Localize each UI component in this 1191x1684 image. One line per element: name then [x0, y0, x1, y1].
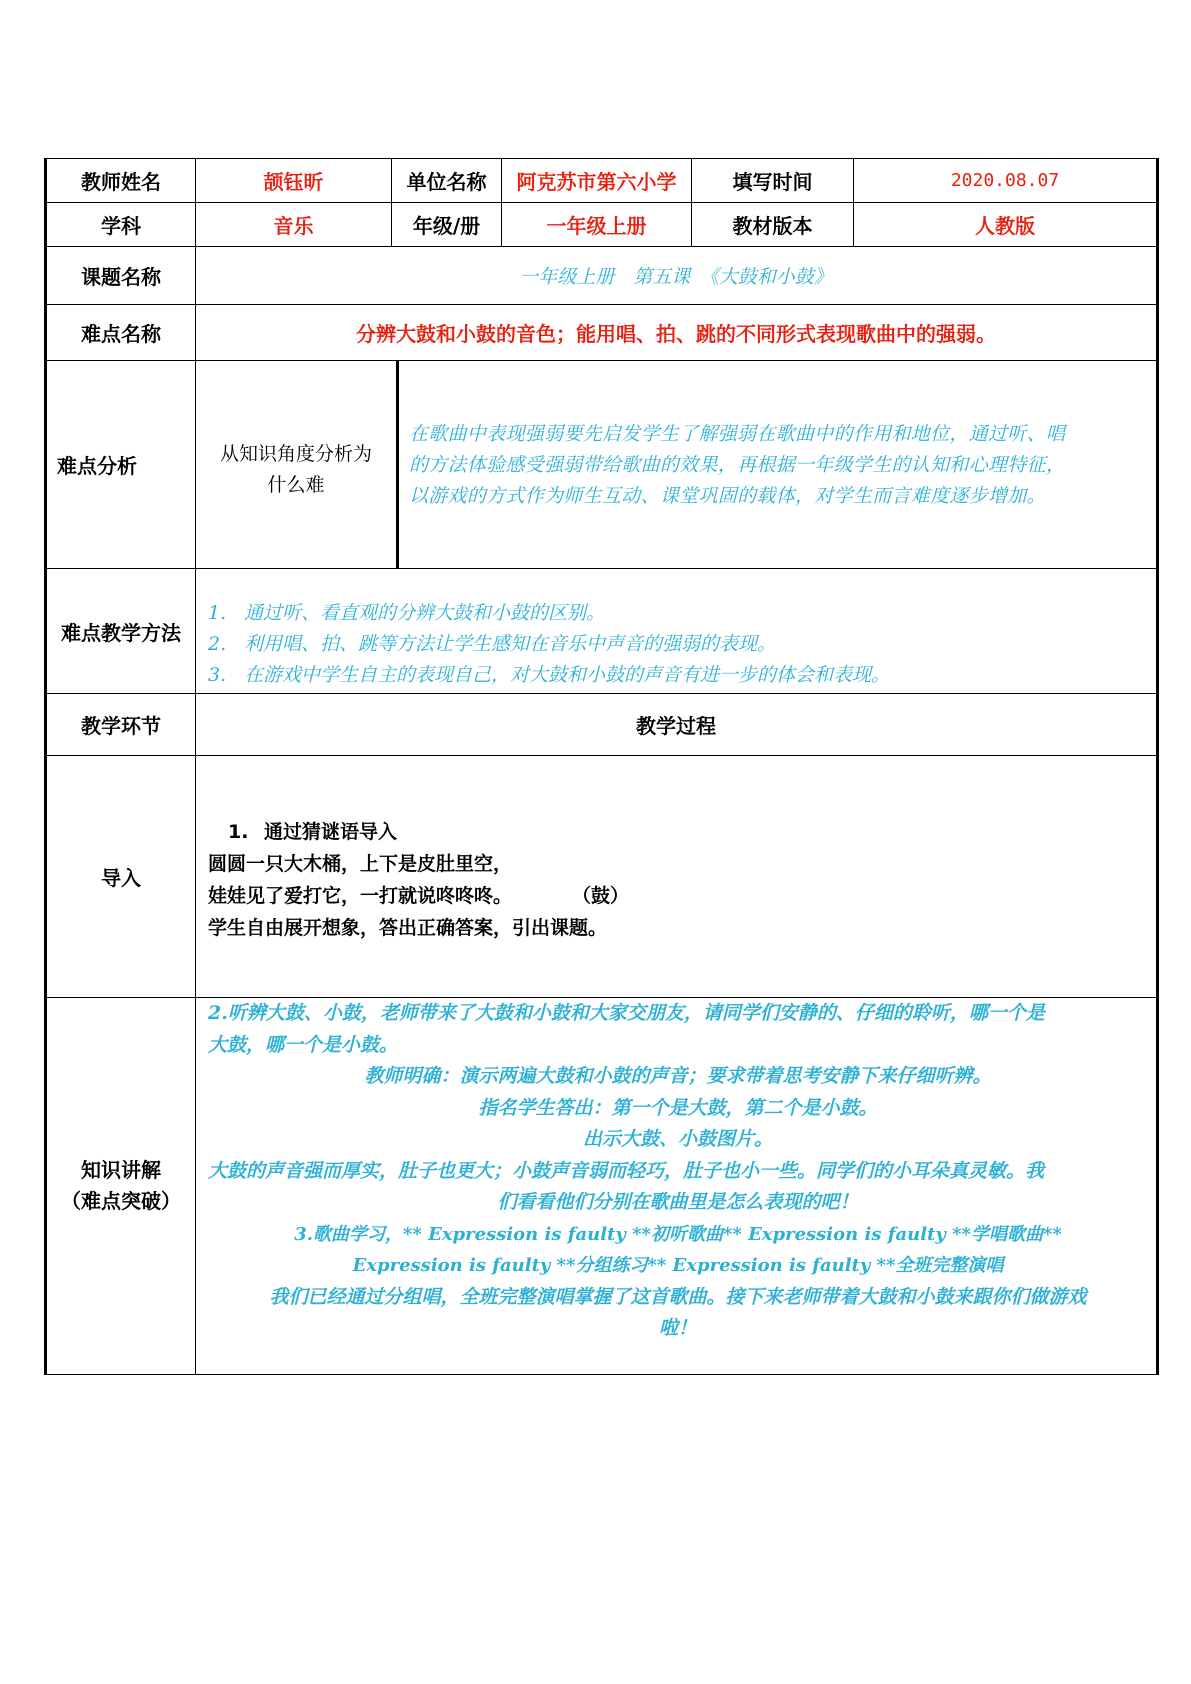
knowledge-row	[46, 998, 1158, 1375]
teacher-label: 教师姓名	[46, 159, 196, 203]
topic-label: 课题名称	[46, 247, 196, 305]
stage-label: 教学环节	[46, 694, 196, 756]
header-row-1	[46, 159, 1158, 203]
analysis-line-2: 的方法体验感受强弱带给歌曲的效果，再根据一年级学生的认知和心理特征，	[409, 454, 1066, 476]
analysis-line-3: 以游戏的方式作为师生互动、课堂巩固的载体，对学生而言难度逐步增加。	[409, 485, 1046, 507]
knowledge-label-line1: 知识讲解	[81, 1158, 161, 1182]
analysis-line-1: 在歌曲中表现强弱要先启发学生了解强弱在歌曲中的作用和地位，通过听、唱	[409, 423, 1066, 445]
knowledge-label	[46, 998, 196, 1375]
difficulty-label: 难点名称	[46, 305, 196, 361]
time-label: 填写时间	[692, 159, 854, 203]
methods-list	[196, 598, 1156, 691]
analysis-split	[196, 361, 1156, 568]
knowledge-p3: 指名学生答出：第一个是大鼓，第二个是小鼓。	[478, 1096, 878, 1119]
difficulty-row	[46, 305, 1158, 361]
knowledge-content	[196, 998, 1158, 1375]
topic-row	[46, 247, 1158, 305]
methods-item-num: 2.	[208, 633, 227, 655]
intro-answer: （鼓）	[572, 885, 630, 907]
methods-content	[196, 569, 1158, 694]
methods-item	[208, 660, 1156, 691]
methods-row	[46, 569, 1158, 694]
grade-label: 年级/册	[392, 203, 502, 247]
knowledge-p7-line1: 我们已经通过分组唱，全班完整演唱掌握了这首歌曲。接下来老师带着大鼓和小鼓来跟你们做游戏	[269, 1285, 1087, 1308]
analysis-sub-label-line1: 从知识角度分析为	[219, 442, 372, 465]
unit-value: 阿克苏市第六小学	[502, 159, 692, 203]
methods-item-text: 利用唱、拍、跳等方法让学生感知在音乐中声音的强弱的表现。	[244, 633, 777, 655]
intro-title-line	[208, 816, 1156, 848]
intro-content	[196, 756, 1158, 998]
grade-value: 一年级上册	[502, 203, 692, 247]
knowledge-p7-line2: 啦！	[658, 1317, 697, 1339]
methods-item	[208, 629, 1156, 660]
time-value: 2020.08.07	[854, 159, 1158, 203]
intro-title: 通过猜谜语导入	[264, 821, 398, 843]
topic-value: 一年级上册 第五课 《大鼓和小鼓》	[196, 247, 1158, 305]
knowledge-p5-line1: 大鼓的声音强而厚实，肚子也更大；小鼓声音弱而轻巧，肚子也小一些。同学们的小耳朵真灵敏。我	[208, 1159, 1045, 1182]
analysis-row	[46, 361, 1158, 569]
intro-label: 导入	[46, 756, 196, 998]
teacher-value: 颉钰昕	[196, 159, 392, 203]
methods-item-text: 在游戏中学生自主的表现自己，对大鼓和小鼓的声音有进一步的体会和表现。	[244, 664, 891, 686]
analysis-label: 难点分析	[46, 361, 196, 569]
edition-value: 人教版	[854, 203, 1158, 247]
analysis-sub-label-line2: 什么难	[267, 473, 325, 496]
knowledge-p6-line1: 3.歌曲学习，** Expression is faulty **初听歌曲** Expression is faulty **学唱歌曲**	[294, 1223, 1062, 1245]
header-row-2	[46, 203, 1158, 247]
subject-label: 学科	[46, 203, 196, 247]
intro-riddle-line2-wrap	[208, 880, 1156, 912]
knowledge-p4: 出示大鼓、小鼓图片。	[582, 1128, 773, 1150]
analysis-content	[196, 361, 1158, 569]
difficulty-value: 分辨大鼓和小鼓的音色；能用唱、拍、跳的不同形式表现歌曲中的强弱。	[196, 305, 1158, 361]
methods-item-num: 1.	[208, 602, 227, 624]
lesson-plan-table	[44, 158, 1159, 1375]
methods-item-num: 3.	[208, 664, 227, 686]
knowledge-p1-line1: 2.听辨大鼓、小鼓，老师带来了大鼓和小鼓和大家交朋友，请同学们安静的、仔细的聆听，哪一个是	[208, 1002, 1045, 1024]
intro-num: 1.	[228, 821, 249, 843]
lesson-plan-form	[44, 158, 1156, 1375]
analysis-text	[399, 361, 1156, 568]
knowledge-p6-line2: Expression is faulty **分组练习** Expression is faulty **全班完整演唱	[352, 1255, 1004, 1276]
knowledge-p5-line2: 们看看他们分别在歌曲里是怎么表现的吧！	[497, 1191, 859, 1213]
knowledge-label-line2: （难点突破）	[61, 1189, 181, 1213]
analysis-sub-label	[196, 361, 399, 568]
methods-label: 难点教学方法	[46, 569, 196, 694]
methods-item	[208, 598, 1156, 629]
intro-riddle-line3: 学生自由展开想象，答出正确答案，引出课题。	[208, 917, 608, 939]
process-label: 教学过程	[196, 694, 1158, 756]
intro-riddle-line2: 娃娃见了爱打它，一打就说咚咚咚。	[208, 885, 513, 907]
methods-item-text: 通过听、看直观的分辨大鼓和小鼓的区别。	[244, 602, 606, 624]
intro-row	[46, 756, 1158, 998]
unit-label: 单位名称	[392, 159, 502, 203]
intro-text	[196, 816, 1156, 944]
process-header-row	[46, 694, 1158, 756]
edition-label: 教材版本	[692, 203, 854, 247]
knowledge-p1-line2: 大鼓，哪一个是小鼓。	[208, 1033, 399, 1056]
subject-value: 音乐	[196, 203, 392, 247]
knowledge-p2: 教师明确：演示两遍大鼓和小鼓的声音；要求带着思考安静下来仔细听辨。	[364, 1065, 992, 1087]
intro-riddle-line1: 圆圆一只大木桶，上下是皮肚里空，	[208, 853, 513, 875]
